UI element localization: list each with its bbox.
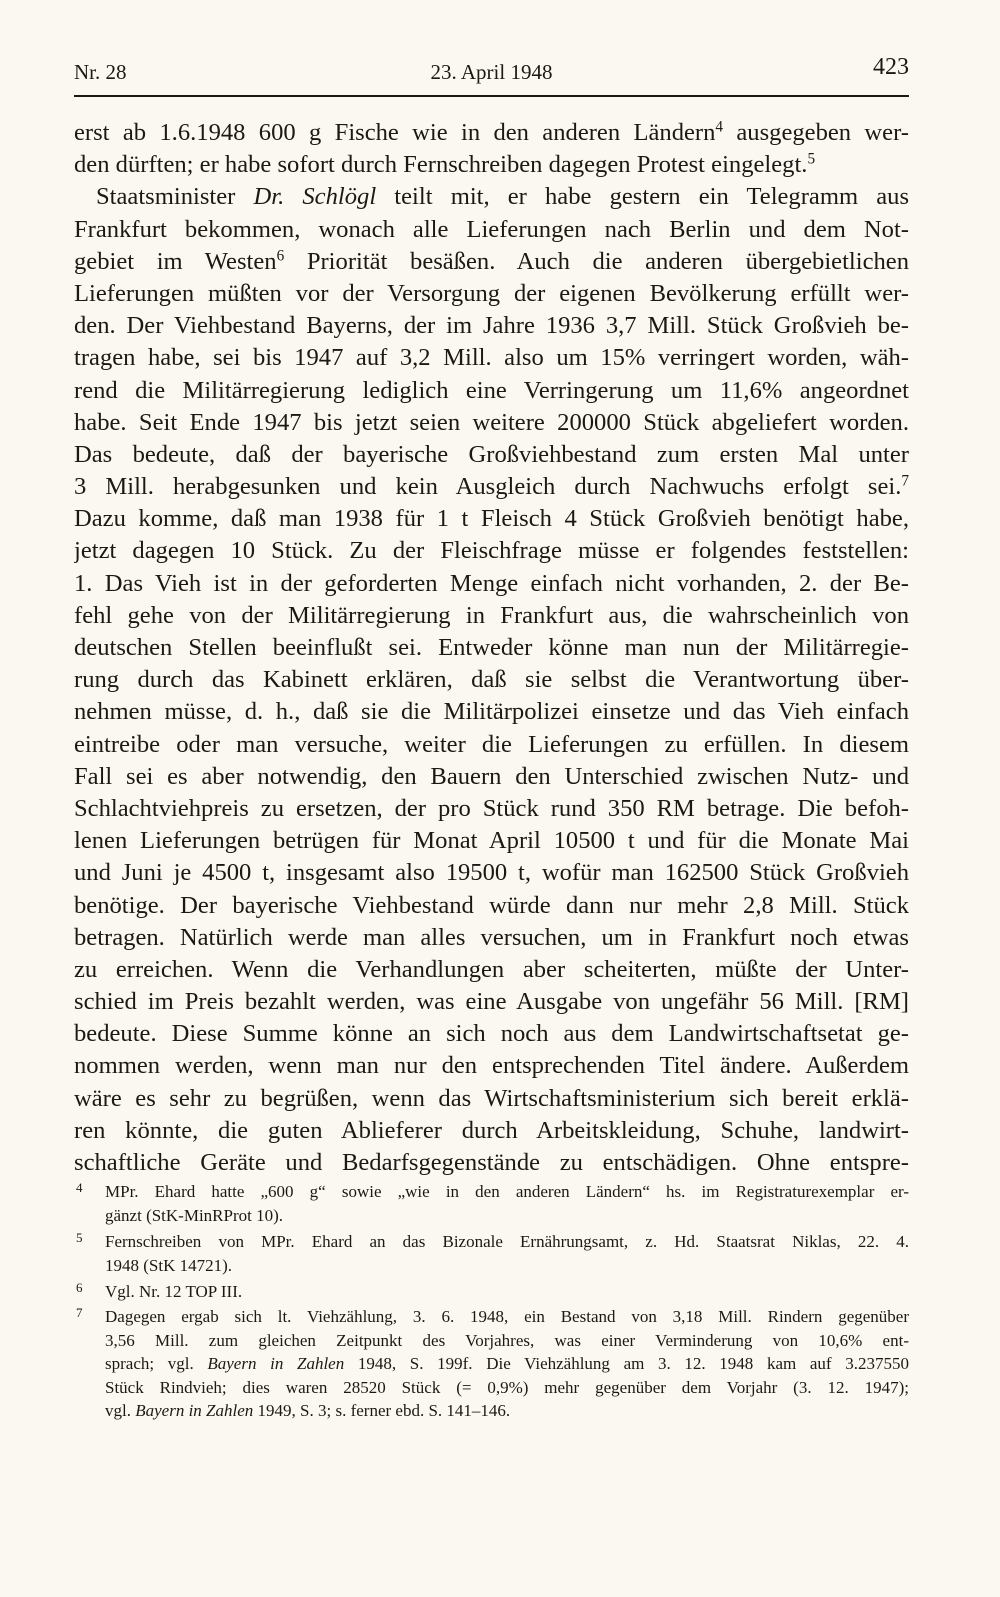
text-line: schied im Preis bezahlt werden, was eine Ausgabe von ungefähr 56 Mill. [RM] — [74, 988, 909, 1016]
text-line: 3 Mill. herabgesunken und kein Ausgleich durch Nachwuchs erfolgt sei.$^7$ — [74, 472, 909, 501]
text-line: deutschen Stellen beeinflußt sei. Entweder könne man nun der Militärregie- — [74, 634, 909, 661]
text-line: schaftliche Geräte und Bedarfsgegenstände zu entschädigen. Ohne entspre- — [74, 1149, 909, 1176]
text-line: jetzt dagegen 10 Stück. Zu der Fleischfrage müsse er folgendes feststellen: — [74, 537, 909, 565]
footnote-5 — [74, 1230, 909, 1277]
footnote-number: 6 — [76, 1280, 83, 1295]
footnote-6 — [74, 1280, 909, 1304]
footnote-line: Fernschreiben von MPr. Ehard an das Bizonale Ernährungsamt, z. Hd. Staatsrat Niklas, 22. 4. — [105, 1232, 909, 1251]
text-line: nommen werden, wenn man nur den entsprechenden Titel ändere. Außerdem — [74, 1052, 909, 1080]
footnote-number: 4 — [76, 1180, 83, 1195]
footnote-ref: 6 — [276, 247, 285, 265]
text-line: gebiet im Westen$^6$ Priorität besäßen. Auch die anderen übergebietlichen — [74, 247, 909, 275]
text-line: Fall sei es aber notwendig, den Bauern den Unterschied zwischen Nutz- und — [74, 762, 909, 790]
footnote-line: Stück Rindvieh; dies waren 28520 Stück (= 0,9%) mehr gegenüber dem Vorjahr (3. 12. 1947); — [105, 1377, 909, 1397]
text-line: nehmen müsse, d. h., daß sie die Militärpolizei einsetze und das Vieh einfach — [74, 698, 909, 726]
text-line: habe. Seit Ende 1947 bis jetzt seien weitere 200000 Stück abgeliefert worden. — [74, 408, 909, 436]
header-date: 23. April 1948 — [430, 60, 553, 84]
footnote-number: 7 — [76, 1305, 83, 1320]
footnote-line: Dagegen ergab sich lt. Viehzählung, 3. 6. 1948, ein Bestand von 3,18 Mill. Rindern gegenüber — [105, 1307, 909, 1326]
footnote-4 — [74, 1180, 909, 1227]
text-line: Lieferungen müßten vor der Versorgung der eigenen Bevölkerung erfüllt wer- — [74, 279, 909, 307]
text-line: den. Der Viehbestand Bayerns, der im Jahre 1936 3,7 Mill. Stück Großvieh be- — [74, 312, 909, 340]
text-line: Dazu komme, daß man 1938 für 1 t Fleisch 4 Stück Großvieh benötigt habe, — [74, 505, 909, 533]
footnote-7 — [74, 1305, 909, 1423]
text-line: erst ab 1.6.1948 600 g Fische wie in den anderen Ländern$^4$ ausgegeben wer- — [74, 118, 909, 146]
text-line: 1. Das Vieh ist in der geforderten Menge einfach nicht vorhanden, 2. der Be- — [74, 569, 909, 597]
footnote-ref: 4 — [715, 118, 724, 136]
speaker-name: Dr. Schlögl — [253, 183, 377, 211]
footnote-line: Vgl. Nr. 12 TOP III. — [105, 1282, 243, 1301]
footnote-ref: 5 — [807, 150, 816, 168]
text-line: ren könnte, die guten Ablieferer durch Arbeitskleidung, Schuhe, landwirt- — [74, 1116, 909, 1144]
footnote-line: MPr. Ehard hatte „600 g“ sowie „wie in den anderen Ländern“ hs. im Registraturexemplar er- — [105, 1182, 909, 1201]
text-line: Frankfurt bekommen, wonach alle Lieferungen nach Berlin und dem Not- — [74, 215, 909, 243]
footnote-line: 1948 (StK 14721). — [105, 1255, 233, 1275]
text-line: fehl gehe von der Militärregierung in Frankfurt aus, die wahrscheinlich von — [74, 601, 909, 629]
footnote-line: 3,56 Mill. zum gleichen Zeitpunkt des Vorjahres, was einer Verminderung von 10,6% ent- — [105, 1330, 909, 1350]
text-line: tragen habe, sei bis 1947 auf 3,2 Mill. also um 15% verringert worden, wäh- — [74, 344, 909, 372]
text-line: und Juni je 4500 t, insgesamt also 19500 t, wofür man 162500 Stück Großvieh — [74, 859, 909, 887]
text-line: zu erreichen. Wenn die Verhandlungen aber scheiterten, müßte der Unter- — [74, 955, 909, 983]
text-line: rung durch das Kabinett erklären, daß sie selbst die Verantwortung über- — [74, 666, 909, 694]
text-line: den dürften; er habe sofort durch Fernschreiben dagegen Protest eingelegt.$^5$ — [74, 150, 816, 179]
footnote-line: sprach; vgl. Bayern in Zahlen 1948, S. 199f. Die Viehzählung am 3. 12. 1948 kam auf 3.237550 — [105, 1354, 909, 1373]
text-line: Schlachtviehpreis zu ersetzen, der pro Stück rund 350 RM betrage. Die befoh- — [74, 794, 909, 822]
header-rule — [74, 95, 909, 97]
cited-title: Bayern in Zahlen — [135, 1401, 254, 1420]
text-line: lenen Lieferungen betrügen für Monat April 10500 t und für die Monate Mai — [74, 827, 909, 855]
issue-number: Nr. 28 — [74, 60, 127, 84]
text-line: benötige. Der bayerische Viehbestand würde dann nur mehr 2,8 Mill. Stück — [74, 891, 909, 919]
running-header — [74, 50, 909, 90]
cited-title: Bayern in Zahlen — [207, 1354, 345, 1373]
page-number: 423 — [873, 54, 909, 80]
text-line: eintreibe oder man versuche, weiter die Lieferungen zu erfüllen. In diesem — [74, 730, 909, 758]
text-line: rend die Militärregierung lediglich eine Verringerung um 11,6% angeordnet — [74, 376, 909, 404]
footnote-line: vgl. Bayern in Zahlen 1949, S. 3; s. ferner ebd. S. 141–146. — [105, 1401, 511, 1420]
text-line: betragen. Natürlich werde man alles versuchen, um in Frankfurt noch etwas — [74, 923, 909, 951]
footnote-number: 5 — [76, 1230, 83, 1245]
footnote-ref: 7 — [901, 472, 909, 490]
text-line: bedeute. Diese Summe könne an sich noch aus dem Landwirtschaftsetat ge- — [74, 1020, 909, 1048]
footnote-line: gänzt (StK-MinRProt 10). — [105, 1205, 284, 1225]
text-line: wäre es sehr zu begrüßen, wenn das Wirtschaftsministerium sich bereit erklä- — [74, 1084, 909, 1112]
text-line: Staatsminister Dr. Schlögl teilt mit, er habe gestern ein Telegramm aus — [96, 183, 909, 211]
text-line: Das bedeute, daß der bayerische Großviehbestand zum ersten Mal unter — [74, 440, 909, 468]
body-text — [74, 117, 909, 1179]
